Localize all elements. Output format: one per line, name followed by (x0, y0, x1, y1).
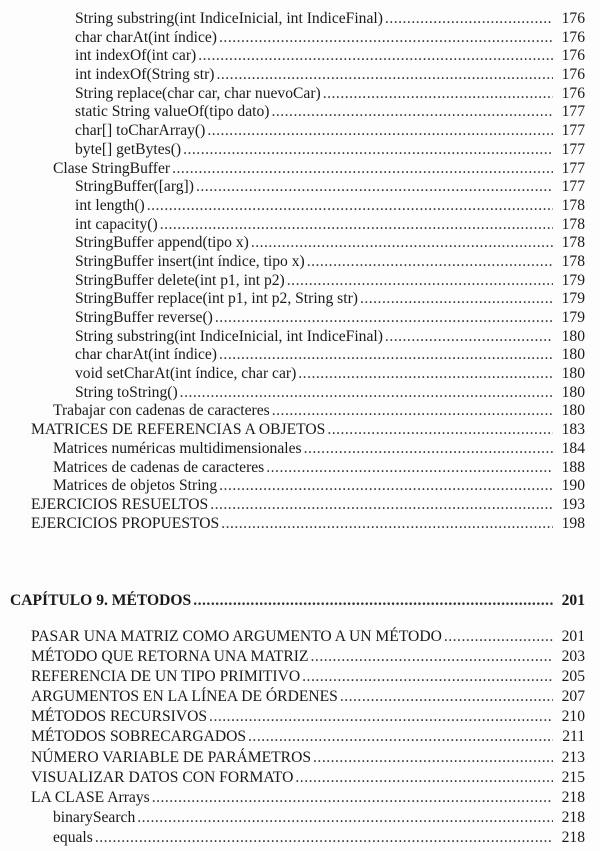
toc-entry-title: LA CLASE Arrays (31, 788, 150, 806)
toc-entry-title: Trabajar con cadenas de caracteres (53, 402, 270, 420)
toc-entry-title: Clase StringBuffer (53, 159, 171, 177)
toc-section-top (0, 10, 600, 533)
dot-leader (313, 748, 553, 768)
toc-entry (0, 216, 600, 235)
dot-leader (209, 707, 553, 727)
toc-entry (0, 384, 600, 403)
toc-entry (0, 459, 600, 478)
toc-page-number: 180 (561, 365, 585, 383)
toc-page-number: 183 (561, 421, 585, 439)
toc-entry-title: char[] toCharArray() (75, 122, 206, 140)
toc-entry (0, 272, 600, 291)
toc-page-number: 177 (561, 178, 585, 196)
toc-entry-title: MATRICES DE REFERENCIAS A OBJETOS (31, 421, 326, 439)
toc-page-number: 180 (561, 383, 585, 401)
dot-leader (385, 328, 553, 347)
toc-entry (0, 748, 600, 768)
toc-entry (0, 365, 600, 384)
toc-entry-title: MÉTODOS SOBRECARGADOS (31, 728, 247, 746)
dot-leader (360, 290, 553, 309)
toc-entry-title: binarySearch (53, 808, 136, 826)
chapter-page-number: 201 (561, 592, 585, 609)
toc-entry-title: MÉTODO QUE RETORNA UNA MATRIZ (31, 648, 309, 666)
toc-entry (0, 253, 600, 272)
toc-entry-title: static String valueOf(tipo dato) (75, 103, 270, 121)
toc-entry (0, 477, 600, 496)
toc-entry-title: ARGUMENTOS EN LA LÍNEA DE ÓRDENES (31, 688, 338, 706)
dot-leader (323, 85, 553, 104)
toc-entry (0, 402, 600, 421)
toc-entry (0, 290, 600, 309)
toc-page-number: 218 (561, 788, 585, 806)
dot-leader (216, 66, 553, 85)
toc-page-number: 213 (561, 748, 585, 766)
toc-page-number: 176 (561, 84, 585, 102)
dot-leader (307, 253, 553, 272)
toc-entry (0, 66, 600, 85)
dot-leader (219, 29, 553, 48)
toc-page-number: 203 (561, 648, 585, 666)
toc-entry (0, 421, 600, 440)
toc-page-number: 179 (561, 309, 585, 326)
dot-leader (266, 459, 553, 478)
toc-entry-title: String substring(int IndiceInicial, int IndiceFinal) (75, 327, 383, 345)
toc-page-number: 218 (561, 828, 585, 846)
toc-entry-title: String toString() (75, 383, 178, 401)
toc-entry (0, 309, 600, 328)
toc-entry (0, 85, 600, 104)
toc-entry (0, 828, 600, 848)
toc-entry-title: int indexOf(int car) (75, 47, 197, 65)
toc-entry-title: int indexOf(String str) (75, 66, 215, 84)
dot-leader (172, 160, 553, 179)
dot-leader (287, 272, 553, 291)
toc-entry-title: EJERCICIOS RESUELTOS (31, 495, 209, 513)
dot-leader (95, 828, 553, 848)
toc-entry (0, 122, 600, 141)
dot-leader (147, 197, 553, 216)
toc-page-number: 201 (561, 628, 585, 645)
toc-entry-title: void setCharAt(int índice, char car) (75, 365, 297, 383)
toc-page-number: 177 (561, 159, 585, 177)
toc-page-number: 218 (561, 808, 585, 826)
toc-entry-title: Matrices de cadenas de caracteres (53, 458, 265, 476)
dot-leader (327, 421, 553, 440)
toc-page-number: 215 (561, 768, 585, 786)
dot-leader (219, 477, 553, 496)
toc-entry-title: StringBuffer append(tipo x) (75, 234, 249, 252)
toc-entry-title: StringBuffer delete(int p1, int p2) (75, 271, 285, 289)
toc-entry (0, 328, 600, 347)
toc-entry-title: MÉTODOS RECURSIVOS (31, 708, 208, 726)
dot-leader (196, 178, 553, 197)
toc-page-number: 211 (562, 728, 585, 746)
toc-page-number: 176 (561, 10, 585, 27)
toc-page-number: 180 (561, 327, 585, 345)
dot-leader (160, 216, 553, 235)
toc-entry (0, 667, 600, 687)
toc-entry (0, 788, 600, 808)
toc-page-number: 205 (561, 668, 585, 686)
dot-leader (198, 47, 553, 66)
toc-page-number: 179 (561, 271, 585, 289)
dot-leader (304, 440, 553, 459)
dot-leader (180, 384, 553, 403)
toc-entry-title: EJERCICIOS PROPUESTOS (31, 514, 220, 532)
toc-entry-title: String substring(int IndiceInicial, int IndiceFinal) (75, 10, 383, 27)
chapter-title: CAPÍTULO 9. MÉTODOS (10, 592, 192, 609)
toc-entry-title: String replace(char car, char nuevoCar) (75, 84, 321, 102)
dot-leader (311, 647, 553, 667)
dot-leader (251, 234, 553, 253)
toc-entry-title: byte[] getBytes() (75, 140, 182, 158)
toc-page-number: 188 (561, 458, 585, 476)
toc-entry (0, 515, 600, 534)
dot-leader (183, 141, 553, 160)
toc-page-number: 177 (561, 103, 585, 121)
toc-entry (0, 707, 600, 727)
toc-entry (0, 647, 600, 667)
toc-entry (0, 178, 600, 197)
toc-entry (0, 141, 600, 160)
dot-leader (248, 727, 553, 747)
toc-page-number: 176 (561, 28, 585, 46)
toc-entry-title: Matrices de objetos String (53, 477, 218, 495)
toc-entry (0, 47, 600, 66)
dot-leader (210, 496, 553, 515)
toc-entry-title: equals (53, 828, 93, 846)
toc-page-number: 198 (561, 514, 585, 532)
dot-leader (193, 591, 553, 611)
dot-leader (302, 667, 553, 687)
dot-leader (137, 808, 553, 828)
toc-entry (0, 10, 600, 29)
toc-page-number: 193 (561, 495, 585, 513)
dot-leader (219, 346, 553, 365)
dot-leader (271, 103, 553, 122)
toc-page-number: 178 (561, 196, 585, 214)
toc-page-number: 190 (561, 477, 585, 495)
toc-entry (0, 346, 600, 365)
toc-section-bottom (0, 627, 600, 848)
toc-entry-title: PASAR UNA MATRIZ COMO ARGUMENTO A UN MÉTODO (31, 628, 442, 645)
toc-page-number: 177 (561, 122, 585, 140)
toc-entry-title: int capacity() (75, 215, 158, 233)
dot-leader (340, 687, 553, 707)
dot-leader (444, 627, 553, 647)
toc-entry (0, 103, 600, 122)
toc-entry-title: char charAt(int índice) (75, 346, 218, 364)
toc-entry-title: VISUALIZAR DATOS CON FORMATO (31, 768, 294, 786)
dot-leader (215, 309, 553, 328)
toc-page-number: 178 (561, 252, 585, 270)
toc-entry-title: StringBuffer([arg]) (75, 178, 194, 196)
toc-entry-title: NÚMERO VARIABLE DE PARÁMETROS (31, 748, 312, 766)
dot-leader (207, 122, 553, 141)
toc-page-number: 179 (561, 290, 585, 308)
toc-page-number: 177 (561, 140, 585, 158)
toc-entry (0, 234, 600, 253)
toc-page-number: 178 (561, 234, 585, 252)
toc-page-number: 210 (561, 708, 585, 726)
toc-page-number: 180 (561, 346, 585, 364)
toc-page-number: 176 (561, 47, 585, 65)
toc-entry (0, 197, 600, 216)
toc-entry-title: StringBuffer insert(int índice, tipo x) (75, 252, 305, 270)
toc-entry (0, 687, 600, 707)
dot-leader (295, 768, 553, 788)
toc-page-number: 184 (561, 439, 585, 457)
toc-entry-title: int length() (75, 196, 145, 214)
toc-entry (0, 29, 600, 48)
dot-leader (385, 10, 553, 29)
toc-entry-title: char charAt(int índice) (75, 28, 218, 46)
toc-entry-title: REFERENCIA DE UN TIPO PRIMITIVO (31, 668, 301, 686)
dot-leader (152, 788, 553, 808)
chapter-heading (0, 591, 600, 611)
toc-page-number: 178 (561, 215, 585, 233)
toc-page-number: 207 (561, 688, 585, 706)
toc-entry (0, 160, 600, 179)
toc-page-number: 180 (561, 402, 585, 420)
toc-entry (0, 496, 600, 515)
toc-entry (0, 768, 600, 788)
dot-leader (272, 402, 553, 421)
toc-entry-title: StringBuffer reverse() (75, 309, 213, 326)
toc-entry (0, 727, 600, 747)
toc-entry-title: StringBuffer replace(int p1, int p2, String str) (75, 290, 358, 308)
toc-entry (0, 627, 600, 647)
toc-entry (0, 440, 600, 459)
dot-leader (298, 365, 553, 384)
toc-entry (0, 808, 600, 828)
dot-leader (221, 515, 553, 534)
toc-entry-title: Matrices numéricas multidimensionales (53, 439, 302, 457)
toc-page-number: 176 (561, 66, 585, 84)
